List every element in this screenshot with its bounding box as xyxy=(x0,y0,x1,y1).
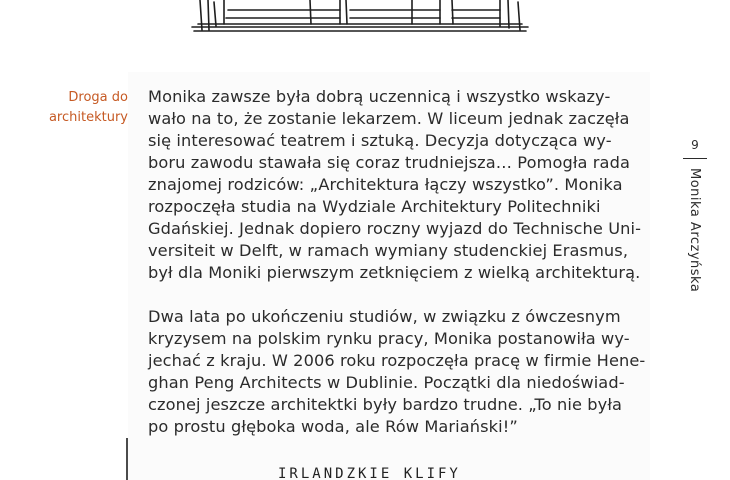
text-line: się interesować teatrem i sztuką. Decyzja dotycząca wy- xyxy=(148,131,612,150)
text-line: czonej jeszcze architektki były bardzo trudne. „To nie była xyxy=(148,395,623,414)
sketch-edge-line xyxy=(124,438,130,480)
running-head: Monika Arczyńska xyxy=(687,168,702,293)
page-number-rule xyxy=(683,158,707,159)
page-number: 9 xyxy=(691,138,699,152)
text-line: boru zawodu stawała się coraz trudniejsza… Pomogła rada xyxy=(148,153,630,172)
text-line: znajomej rodziców: „Architektura łączy wszystko”. Monika xyxy=(148,175,623,194)
article-body xyxy=(148,86,648,438)
text-line: był dla Moniki pierwszym zetknięciem z wielką architekturą. xyxy=(148,263,641,282)
paragraph-gap xyxy=(148,284,648,306)
text-line: kryzysem na polskim rynku pracy, Monika postanowiła wy- xyxy=(148,329,630,348)
text-line: rozpoczęła studia na Wydziale Architektury Politechniki xyxy=(148,197,601,216)
text-line: jechać z kraju. W 2006 roku rozpoczęła pracę w firmie Hene- xyxy=(148,351,646,370)
text-line: wało na to, że zostanie lekarzem. W liceum jednak zaczęła xyxy=(148,109,630,128)
building-sketch-illustration xyxy=(190,0,530,34)
text-line: Dwa lata po ukończeniu studiów, w związku z ówczesnym xyxy=(148,307,621,326)
section-side-label: Droga do architektury xyxy=(48,90,128,125)
text-line: versiteit w Delft, w ramach wymiany studenckiej Erasmus, xyxy=(148,241,629,260)
text-line: Monika zawsze była dobrą uczennicą i wszystko wskazy- xyxy=(148,87,611,106)
text-line: Gdańskiej. Jednak dopiero roczny wyjazd do Technische Uni- xyxy=(148,219,642,238)
illustration-caption: IRLANDZKIE KLIFY xyxy=(278,466,461,480)
text-line: po prostu głęboka woda, ale Rów Mariański!” xyxy=(148,417,518,436)
text-line: ghan Peng Architects w Dublinie. Początki dla niedoświad- xyxy=(148,373,625,392)
